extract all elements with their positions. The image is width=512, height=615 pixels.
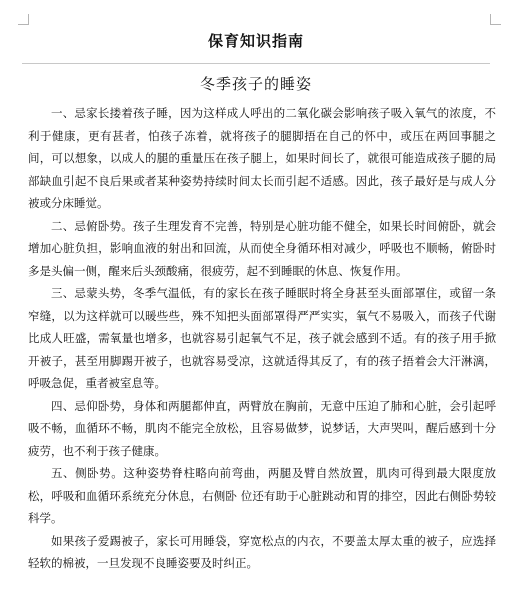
header-divider (22, 63, 490, 64)
page-corner-mark-top-left (18, 14, 29, 25)
article-title: 冬季孩子的睡姿 (199, 75, 312, 93)
paragraph-6: 如果孩子爱踢被子，家长可用睡袋，穿宽松点的内衣，不要盖太厚太重的被子，应选择轻软的棉被，一旦发现不良睡姿要及时纠正。 (28, 533, 496, 570)
paragraph-5: 五、侧卧势。这种姿势脊柱略向前弯曲，两腿及臂自然放置，肌肉可得到最大限度放松，呼吸和血循环系统充分休息，右侧卧 位还有助于心脏跳动和胃的排空，因此右侧卧势较科学。 (28, 466, 496, 525)
paragraph-1: 一、忌家长搂着孩子睡，因为这样成人呼出的二氧化碳会影响孩子吸入氧气的浓度，不利于健康，更有甚者，怕孩子冻着，就将孩子的腿脚捂在自己的怀中，或压在两回事腿之间，可以想象，以成人的腿的重量压在孩子腿上，如果时间长了，就很可能造成孩子腿的局部缺血引起不良后果或者某种姿势持续时间太长而引起不适感。因此，孩子最好是与成人分被或分床睡觉。 (28, 106, 496, 210)
article-body (28, 102, 496, 575)
document-header-title: 保育知识指南 (207, 32, 304, 50)
paragraph-3: 三、忌蒙头势，冬季气温低，有的家长在孩子睡眠时将全身甚至头面部罩住，或留一条窄缝，以为这样就可以暖些些，殊不知把头面部罩得严严实实，氧气不易吸入，而孩子代谢比成人旺盛，需氧量也增多，也就容易引起氧气不足，孩子就会感到不适。有的孩子用手掀开被子，甚至用脚踢开被子，也就容易受凉，这就适得其反了，有的孩子捂着会大汗淋漓，呼吸急促，重者被室息等。 (28, 286, 496, 390)
paragraph-4: 四、忌仰卧势，身体和两腿都伸直，两臂放在胸前，无意中压迫了肺和心脏，会引起呼吸不畅，血循环不畅，肌肉不能完全放松，且容易做梦，说梦话，大声哭叫，醒后感到十分疲劳，也不利于孩子健康。 (28, 398, 496, 458)
page-corner-mark-top-right (490, 14, 501, 25)
paragraph-2: 二、忌俯卧势。孩子生理发育不完善，特别是心脏功能不健全，如果长时间俯卧，就会增加心脏负担，影响血液的射出和回流，从而使全身循环相对减少，呼吸也不顺畅，俯卧时多是头偏一侧，醒来后头颈酸痛，很疲劳，起不到睡眠的休息、恢复作用。 (28, 218, 496, 278)
